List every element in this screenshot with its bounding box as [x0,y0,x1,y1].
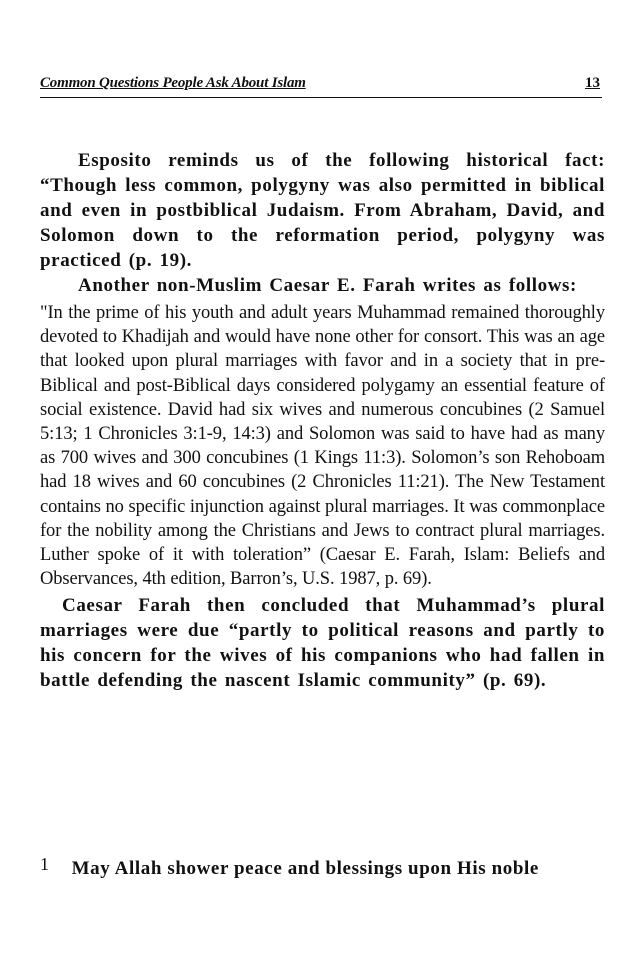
block-quote-farah: "In the prime of his youth and adult years Muhammad remained thoroughly devoted to Khadijah and would have none other for consort. This was an age that looked upon plural marriages with favor and in a society that in pre-Biblical and post-Biblical days considered polygamy an essential feature of social existence. David had six wives and numerous concubines (2 Samuel 5:13; 1 Chronicles 3:1-9, 14:3) and Solomon was said to have had as many as 700 wives and 300 concubines (1 Kings 11:3). Solomon’s son Rehoboam had 18 wives and 60 concubines (2 Chronicles 11:21). The New Testament contains no specific injunction against plural marriages. It was commonplace for the nobility among the Christians and Jews to contract plural marriages. Luther spoke of it with toleration” (Caesar E. Farah, Islam: Beliefs and Observances, 4th edition, Barron’s, U.S. 1987, p. 69). [40,303,605,590]
running-title: Common Questions People Ask About Islam [40,75,306,91]
footnote-marker: 1 [40,854,50,874]
paragraph-esposito: Esposito reminds us of the following historical fact: “Though less common, polygyny was also permitted in biblical and even in postbiblical Judaism. From Abraham, David, and Solomon down to the reformation period, polygyny was practiced (p. 19). [40,150,605,271]
footnote-text: May Allah shower peace and blessings upon His noble [71,858,539,879]
page-number: 13 [585,75,600,91]
body-text [40,148,605,693]
paragraph-farah-intro: Another non-Muslim Caesar E. Farah writes as follows: [78,275,577,296]
footnote [40,854,605,880]
running-header [40,75,602,98]
paragraph-farah-conclusion: Caesar Farah then concluded that Muhammad’s plural marriages were due “partly to political reasons and partly to his concern for the wives of his companions who had fallen in battle defending the nascent Islamic community” (p. 69). [40,595,605,692]
